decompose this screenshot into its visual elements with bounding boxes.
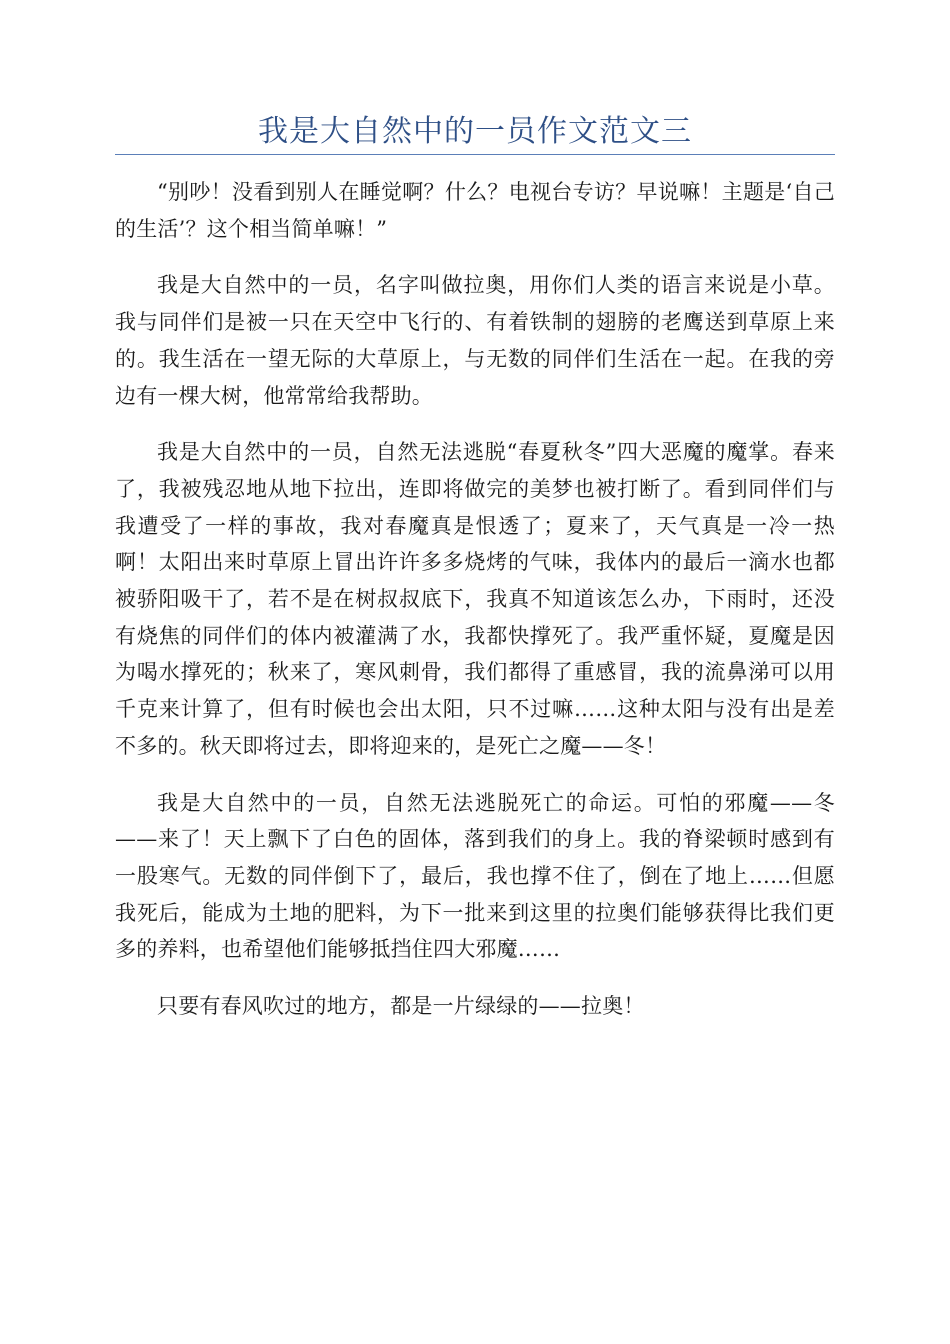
document-title: 我是大自然中的一员作文范文三 (258, 114, 692, 149)
paragraph-3: 我是大自然中的一员，自然无法逃脱“春夏秋冬”四大恶魔的魔掌。春来了，我被残忍地从地下拉出，连即将做完的美梦也被打断了。看到同伴们与我遭受了一样的事故，我对春魔真是恨透了；夏来了，天气真是一冷一热啊！太阳出来时草原上冒出许许多多烧烤的气味，我体内的最后一滴水也都被骄阳吸干了，若不是在树叔叔底下，我真不知道该怎么办，下雨时，还没有烧焦的同伴们的体内被灌满了水，我都快撑死了。我严重怀疑，夏魔是因为喝水撑死的；秋来了，寒风刺骨，我们都得了重感冒，我的流鼻涕可以用千克来计算了，但有时候也会出太阳，只不过嘛……这种太阳与没有出是差不多的。秋天即将过去，即将迎来的，是死亡之魔——冬！ (115, 440, 835, 758)
paragraph-1: “别吵！没看到别人在睡觉啊？什么？电视台专访？早说嘛！主题是‘自己的生活’？这个相当简单嘛！” (115, 180, 835, 241)
document-body (115, 174, 835, 1045)
paragraph-2: 我是大自然中的一员，名字叫做拉奥，用你们人类的语言来说是小草。我与同伴们是被一只在天空中飞行的、有着铁制的翅膀的老鹰送到草原上来的。我生活在一望无际的大草原上，与无数的同伴们生活在一起。在我的旁边有一棵大树，他常常给我帮助。 (115, 273, 835, 408)
paragraph-5: 只要有春风吹过的地方，都是一片绿绿的——拉奥！ (157, 994, 645, 1019)
title-underline (115, 154, 835, 155)
paragraph-4: 我是大自然中的一员，自然无法逃脱死亡的命运。可怕的邪魔——冬——来了！天上飘下了白色的固体，落到我们的身上。我的脊梁顿时感到有一股寒气。无数的同伴倒下了，最后，我也撑不住了，倒在了地上……但愿我死后，能成为土地的肥料，为下一批来到这里的拉奥们能够获得比我们更多的养料，也希望他们能够抵挡住四大邪魔…… (115, 790, 835, 962)
